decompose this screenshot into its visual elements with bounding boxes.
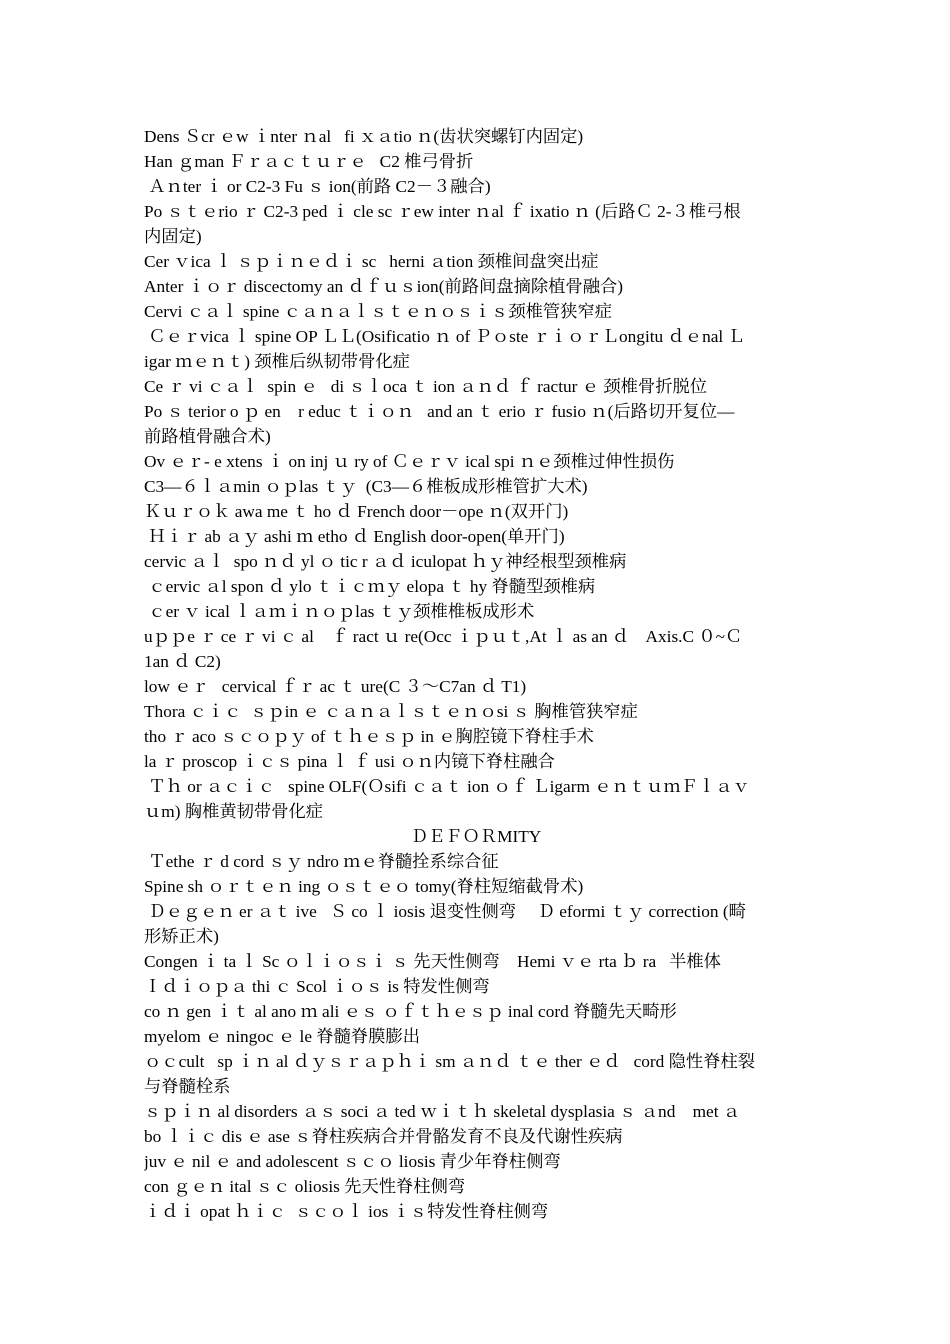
text-line: 与脊髓栓系 [144, 1077, 231, 1096]
text-line: uｐｐe ｒ ce ｒ vi ｃ al ｆ ract ｕ re(Occ ｉｐｕｔ,At ｌ as an ｄ Axis.C ０~Ｃ [144, 627, 743, 646]
text-line: 形矫正术) [144, 927, 219, 946]
section-heading-deformity: ＤＥＦＯＲMITY [410, 827, 542, 846]
text-line: ｉｄｉ opat ｈｉｃ ｓｃｏｌ ios ｉｓ特发性脊柱侧弯 [144, 1202, 549, 1221]
text-line: 1an ｄ C2) [144, 652, 221, 671]
text-line: Ａｎter ｉ or C2-3 Fu ｓ ion(前路 C2－３融合) [144, 177, 491, 196]
text-line: ｕm) 胸椎黄韧带骨化症 [144, 802, 324, 821]
text-line: Cervi ｃａｌ spine ｃａｎａｌｓｔｅｎｏｓｉｓ颈椎管狭窄症 [144, 302, 613, 321]
text-line: Ce ｒ vi ｃａｌ spin ｅ di ｓｌoca ｔ ion ａｎｄ ｆ ractur ｅ 颈椎骨折脱位 [144, 377, 708, 396]
text-line: Po ｓｔｅrio ｒ C2-3 ped ｉ cle sc ｒew inter ｎal ｆ ixatio ｎ (后路Ｃ 2-３椎弓根 [144, 202, 741, 221]
text-line: juv ｅ nil ｅ and adolescent ｓｃｏ liosis 青少年脊柱侧弯 [144, 1152, 561, 1171]
text-line: Anter ｉｏｒ discectomy an ｄｆｕｓion(前路间盘摘除植骨融合) [144, 277, 624, 296]
text-line: co ｎ gen ｉｔ al ano ｍ ali ｅｓ ｏｆｔｈｅｓｐ inal cord 脊髓先天畸形 [144, 1002, 677, 1021]
text-block-deformity [144, 849, 808, 1224]
text-line: ｏｃcult sp ｉｎ al ｄｙｓｒａｐｈｉ sm ａｎｄ ｔｅ ther ｅｄ cord 隐性脊柱裂 [144, 1052, 756, 1071]
text-line: Ｔｈ or ａｃｉｃ spine OLF(Ｏsifi ｃａｔ ion ｏｆ Ｌigarm ｅｎｔｕｍＦｌａｖ [144, 777, 750, 796]
text-line: Ｋｕｒｏｋ awa me ｔ ho ｄ French door－ope ｎ(双开门) [144, 502, 569, 521]
text-line: Ov ｅｒ- e xtens ｉ on inj ｕ ry of Ｃｅｒｖ ical spi ｎｅ颈椎过伸性损伤 [144, 452, 675, 471]
text-line: cervic ａｌ spo ｎｄ yl ｏ tic r ａｄ iculopat ｈｙ神经根型颈椎病 [144, 552, 627, 571]
text-line: low ｅｒ cervical ｆｒ ac ｔ ure(C ３～C7an ｄ T1) [144, 677, 527, 696]
text-line: ｓｐｉｎ al disorders ａｓ soci ａ ted ｗｉｔｈ skeletal dysplasia ｓ ａnd met ａ [144, 1102, 741, 1121]
text-line: Ｔethe ｒ d cord ｓｙ ndro ｍｅ脊髓拴系综合征 [144, 852, 499, 871]
text-line: la ｒ proscop ｉｃｓ pina ｌ ｆ usi ｏｎ内镜下脊柱融合 [144, 752, 555, 771]
text-block-cervical-thoracic [144, 124, 808, 824]
text-line: Ｄｅｇｅｎ er ａｔ ive Ｓ co ｌ iosis 退变性侧弯 Ｄ eformi ｔｙ correction (畸 [144, 902, 746, 921]
text-line: Congen ｉ ta ｌ Sc ｏｌｉｏｓｉ ｓ 先天性侧弯 Hemi ｖｅ rta ｂ ra 半椎体 [144, 952, 721, 971]
text-line: 前路植骨融合术) [144, 427, 271, 446]
text-line: Han ｇman Ｆｒａｃｔｕｒｅ C2 椎弓骨折 [144, 152, 474, 171]
text-line: ｃer ｖ ical ｌａｍｉｎｏｐlas ｔｙ颈椎椎板成形术 [144, 602, 535, 621]
text-line: Thora ｃｉｃ ｓｐin ｅ ｃａｎａｌｓｔｅｎｏsi ｓ 胸椎管狭窄症 [144, 702, 638, 721]
text-line: Ｃｅｒvica ｌ spine OP ＬＬ(Osificatio ｎ of Ｐｏste ｒｉｏｒＬongitu ｄｅnal Ｌ [144, 327, 745, 346]
text-line: con ｇｅｎ ital ｓｃ oliosis 先天性脊柱侧弯 [144, 1177, 466, 1196]
text-line: bo ｌｉｃ dis ｅ ase ｓ脊柱疾病合并骨骼发育不良及代谢性疾病 [144, 1127, 623, 1146]
text-line: igar ｍｅｎｔ) 颈椎后纵韧带骨化症 [144, 352, 410, 371]
text-line: 内固定) [144, 227, 202, 246]
document-page [144, 124, 808, 1224]
text-line: Ｉｄｉｏｐａ thi ｃ Scol ｉｏｓ is 特发性侧弯 [144, 977, 490, 996]
text-line: ｃervic ａl spon ｄ ylo ｔｉｃｍｙ elopa ｔ hy 脊髓型颈椎病 [144, 577, 596, 596]
text-line: C3—６ｌａmin ｏｐlas ｔｙ (C3—６椎板成形椎管扩大术) [144, 477, 588, 496]
text-line: Po ｓ terior o ｐ en r educ ｔｉｏｎ and an ｔ erio ｒ fusio ｎ(后路切开复位— [144, 402, 735, 421]
text-line: Dens Ｓcr ｅw ｉnter ｎal fi ｘａtio ｎ(齿状突螺钉内固定) [144, 127, 584, 146]
text-line: Ｈｉｒ ab ａｙ ashi ｍ etho ｄ English door-open(单开门) [144, 527, 565, 546]
text-line: Cer ｖica ｌ ｓｐｉｎｅｄｉ sc herni ａtion 颈椎间盘突出症 [144, 252, 599, 271]
text-line: myelom ｅ ningoc ｅ le 脊髓脊膜膨出 [144, 1027, 420, 1046]
text-line: Spine sh ｏｒｔｅｎ ing ｏｓｔｅｏ tomy(脊柱短缩截骨术) [144, 877, 584, 896]
text-line: tho ｒ aco ｓｃｏｐｙ of ｔｈｅｓｐ in ｅ胸腔镜下脊柱手术 [144, 727, 594, 746]
